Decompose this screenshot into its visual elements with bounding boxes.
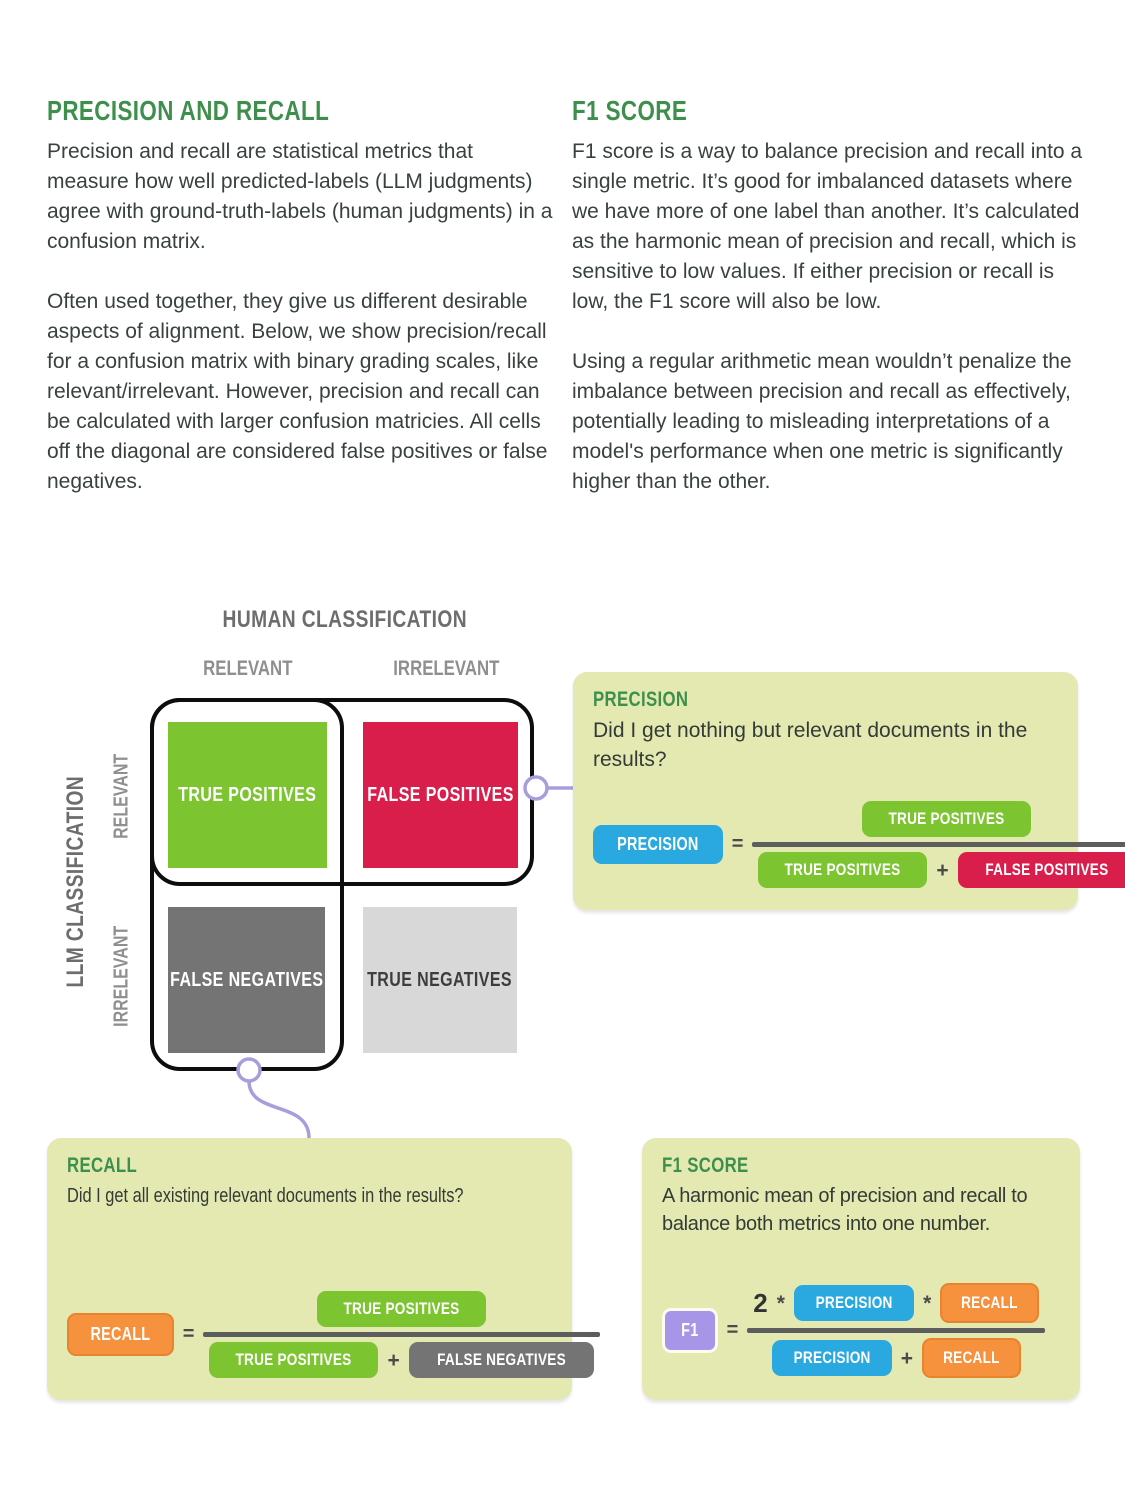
operator: + [936,859,949,882]
pill-label: RECALL [961,1293,1019,1312]
recall-group-outline [150,698,344,1071]
pill-label: TRUE POSITIVES [343,1299,460,1318]
section-title-text: F1 SCORE [572,95,688,126]
fraction [752,801,1125,888]
true-positives-pill [758,852,927,888]
true-positives-pill [317,1291,486,1327]
card-title [662,1154,1060,1178]
fraction-denominator [203,1342,599,1378]
fraction-numerator [752,801,1125,837]
pill-label: TRUE POSITIVES [235,1350,352,1369]
fraction-denominator [752,852,1125,888]
section-f1-score [572,97,1088,497]
f1-score-card [642,1138,1080,1400]
fraction-numerator [747,1283,1045,1323]
section-precision-recall [47,97,559,497]
cell-label: TRUE NEGATIVES [367,968,513,991]
fraction-bar [203,1332,599,1337]
column-label-irrelevant [380,657,500,681]
pill-label: PRECISION [815,1293,893,1312]
paragraph: F1 score is a way to balance precision and recall into a single metric. It’s good for imbalanced datasets where we have more of one label than another. It’s calculated as the harmonic mean of precision and recall, which is sensitive to low values. If either precision or recall is low, the F1 score will also be low. [572,140,1083,313]
recall-connector-line [249,1081,309,1138]
recall-formula [67,1291,566,1378]
equals-sign: = [726,1319,739,1341]
pill-label: TRUE POSITIVES [888,809,1005,828]
axis-label-text: HUMAN CLASSIFICATION [222,606,468,633]
paragraph: Precision and recall are statistical metrics that measure how well predicted-labels (LLM judgments) agree with ground-truth-labels (human judgments) in a confusion matrix. [47,140,553,253]
row-label-text: IRRELEVANT [110,925,133,1028]
card-title [593,688,1058,712]
pill-label: PRECISION [793,1348,871,1367]
f1-pill: F1 [662,1308,718,1353]
card-title-text: RECALL [67,1154,138,1177]
true-positives-pill [209,1342,378,1378]
pill-label: TRUE POSITIVES [784,860,901,879]
precision-card [573,672,1109,910]
fraction-numerator [203,1291,599,1327]
card-title-text: F1 SCORE [662,1154,749,1177]
paragraph: Often used together, they give us different desirable aspects of alignment. Below, we show precision/recall for a confusion matrix with binary grading scales, like relevant/irrelevant. However, precision and recall can be calculated with larger confusion matricies. All cells off the diagonal are considered false positives or false negatives. [47,290,548,493]
fraction [203,1291,599,1378]
section-title-f1-score [572,97,1088,125]
operator: + [387,1349,400,1372]
cell-label: TRUE POSITIVES [178,783,317,806]
false-negatives-pill [409,1342,594,1378]
precision-pill: PRECISION [593,825,723,864]
fraction-bar [747,1328,1045,1333]
f1-description: A harmonic mean of precision and recall to balance both metrics into one number. [662,1185,1028,1235]
section-title-precision-recall [47,97,559,125]
card-title-text: PRECISION [593,688,689,711]
column-label-text: RELEVANT [203,657,293,680]
human-classification-axis-label [185,606,505,634]
recall-card [47,1138,572,1400]
precision-formula [593,801,1109,888]
pill-label: FALSE POSITIVES [985,860,1109,879]
column-label-text: IRRELEVANT [393,657,500,680]
operator: * [923,1292,932,1315]
row-label-text: RELEVANT [110,753,133,840]
row-label-irrelevant [111,887,134,1067]
f1-formula [662,1283,1060,1378]
recall-pill [940,1283,1039,1323]
llm-classification-axis-label [62,764,90,1014]
operator: * [776,1292,785,1315]
row-label-relevant [111,707,134,887]
false-positives-pill [958,852,1125,888]
cell-label: FALSE NEGATIVES [169,968,324,991]
precision-pill [794,1285,914,1321]
recall-pill [922,1338,1021,1378]
recall-question: Did I get all existing relevant documents in the results? [67,1185,464,1207]
precision-question: Did I get nothing but relevant documents in the results? [593,719,1028,772]
equals-sign: = [182,1323,195,1345]
recall-pill: RECALL [67,1313,174,1356]
precision-pill [772,1340,892,1376]
axis-label-text: LLM CLASSIFICATION [62,775,89,988]
cell-label: FALSE POSITIVES [367,783,514,806]
pill-label: RECALL [943,1348,1000,1367]
column-label-relevant [188,657,308,681]
operator: + [900,1347,914,1370]
pill-label: FALSE NEGATIVES [436,1350,566,1369]
paragraph: Using a regular arithmetic mean wouldn’t penalize the imbalance between precision and recall as effectively, potentially leading to misleading interpretations of a model's performance when one metric is significantly higher than the other. [572,350,1072,493]
section-title-text: PRECISION AND RECALL [47,95,330,126]
true-negatives-cell [363,907,517,1053]
equals-sign: = [731,833,744,855]
constant: 2 [753,1287,768,1318]
card-title [67,1154,552,1178]
true-positives-pill [862,801,1031,837]
fraction-bar [752,842,1125,847]
fraction-denominator [747,1338,1045,1378]
fraction [747,1283,1045,1378]
